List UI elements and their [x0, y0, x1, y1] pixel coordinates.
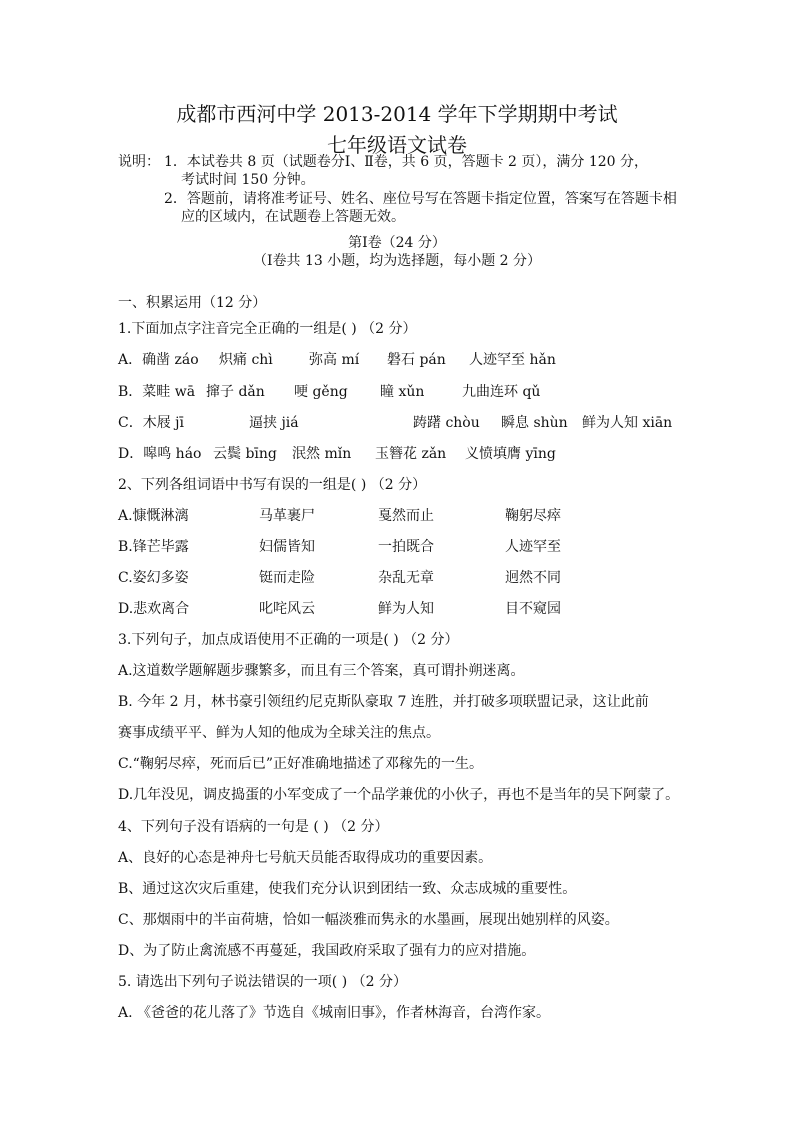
- q2-option: A.慷慨淋漓: [118, 508, 189, 524]
- q1-option: 鲜为人知 xiān: [582, 415, 673, 431]
- q2-option: 鞠躬尽瘁: [505, 508, 561, 524]
- instructions-label: 说明：: [118, 154, 160, 170]
- q4-option-d: D、为了防止禽流感不再蔓延，我国政府采取了强有力的应对措施。: [118, 943, 536, 959]
- q1-option: C．木屐 jī: [118, 415, 184, 431]
- q2-option: 马革裹尸: [259, 508, 315, 524]
- q1-option: 人迹罕至 hǎn: [469, 352, 556, 368]
- section-1-title: 一、积累运用（12 分）: [118, 295, 267, 311]
- q3-option-d: D.几年没见，调皮捣蛋的小军变成了一个品学兼优的小伙子，再也不是当年的吴下阿蒙了。: [118, 787, 680, 803]
- q1-option: 磐石 pán: [387, 352, 446, 368]
- exam-subtitle: 七年级语文试卷: [327, 133, 467, 157]
- q1-option: 撺子 dǎn: [206, 384, 265, 400]
- q3-option-a: A.这道数学题解题步骤繁多，而且有三个答案，真可谓扑朔迷离。: [118, 663, 525, 679]
- q2-option: B.锋芒毕露: [118, 539, 189, 555]
- q2-option: 叱咤风云: [259, 601, 315, 617]
- exam-title: 成都市西河中学 2013-2014 学年下学期期中考试: [176, 102, 618, 126]
- volume-description: （Ⅰ卷共 13 小题，均为选择题，每小题 2 分）: [252, 253, 542, 269]
- q3-stem: 3.下列句子，加点成语使用不正确的一项是( ) （2 分）: [118, 632, 459, 648]
- q1-option: 逼挟 jiá: [249, 415, 299, 431]
- q2-option: 目不窥园: [505, 601, 561, 617]
- q1-option: D．嗥鸣 háo: [118, 446, 202, 462]
- q5-option-a: A. 《爸爸的花儿落了》节选自《城南旧事》，作者林海音，台湾作家。: [118, 1005, 551, 1021]
- q2-option: 铤而走险: [259, 570, 315, 586]
- q4-option-a: A、良好的心态是神舟七号航天员能否取得成功的重要因素。: [118, 850, 493, 866]
- q2-option: C.姿幻多姿: [118, 570, 189, 586]
- q1-stem: 1.下面加点字注音完全正确的一组是( ) （2 分）: [118, 321, 417, 337]
- q1-option: 玉簪花 zǎn: [375, 446, 447, 462]
- q2-option: 人迹罕至: [505, 539, 561, 555]
- q3-option-c: C.“鞠躬尽瘁，死而后已”正好准确地描述了邓稼先的一生。: [118, 756, 483, 772]
- q4-stem: 4、下列句子没有语病的一句是 ( ) （2 分）: [118, 819, 389, 835]
- q2-stem: 2、下列各组词语中书写有误的一组是( ) （2 分）: [118, 477, 427, 493]
- q1-option: 九曲连环 qǔ: [462, 384, 541, 400]
- q2-option: 妇儒皆知: [259, 539, 315, 555]
- q2-option: 鲜为人知: [378, 601, 434, 617]
- q1-option: 瞳 xǔn: [380, 384, 425, 400]
- q1-option: A．确凿 záo: [118, 352, 199, 368]
- q5-stem: 5. 请选出下列句子说法错误的一项( ) （2 分）: [118, 974, 407, 990]
- q2-option: D.悲欢离合: [118, 601, 190, 617]
- q1-option: 踌躇 chòu: [413, 415, 480, 431]
- instruction-1-line-1: 1．本试卷共 8 页（试题卷分Ⅰ、Ⅱ卷，共 6 页，答题卡 2 页），满分 120 分，: [164, 154, 648, 170]
- q2-option: 杂乱无章: [378, 570, 434, 586]
- q1-option: 义愤填膺 yīng: [465, 446, 556, 462]
- q1-option: 弥高 mí: [309, 352, 360, 368]
- q1-option: 炽痛 chì: [219, 352, 273, 368]
- q2-option: 迥然不同: [505, 570, 561, 586]
- q1-option: 云鬓 bīng: [213, 446, 277, 462]
- q1-option: 泯然 mǐn: [292, 446, 352, 462]
- instruction-2-line-2: 应的区域内，在试题卷上答题无效。: [181, 209, 405, 225]
- q1-option: 哽 gěng: [294, 384, 348, 400]
- q4-option-c: C、那烟雨中的半亩荷塘，恰如一幅淡雅而隽永的水墨画，展现出她别样的风姿。: [118, 912, 619, 928]
- q3-option-b-line-2: 赛事成绩平平、鲜为人知的他成为全球关注的焦点。: [118, 725, 440, 741]
- q1-option: B．菜畦 wā: [118, 384, 196, 400]
- q2-option: 戛然而止: [378, 508, 434, 524]
- volume-title: 第Ⅰ卷（24 分）: [348, 235, 446, 251]
- q2-option: 一拍既合: [378, 539, 434, 555]
- instruction-1-line-2: 考试时间 150 分钟。: [181, 172, 315, 188]
- q3-option-b-line-1: B. 今年 2 月，林书豪引领纽约尼克斯队豪取 7 连胜，并打破多项联盟记录，这让此前: [118, 694, 649, 710]
- instruction-2-line-1: 2．答题前，请将准考证号、姓名、座位号写在答题卡指定位置，答案写在答题卡相: [164, 191, 677, 207]
- q1-option: 瞬息 shùn: [501, 415, 568, 431]
- q4-option-b: B、通过这次灾后重建，使我们充分认识到团结一致、众志成城的重要性。: [118, 881, 577, 897]
